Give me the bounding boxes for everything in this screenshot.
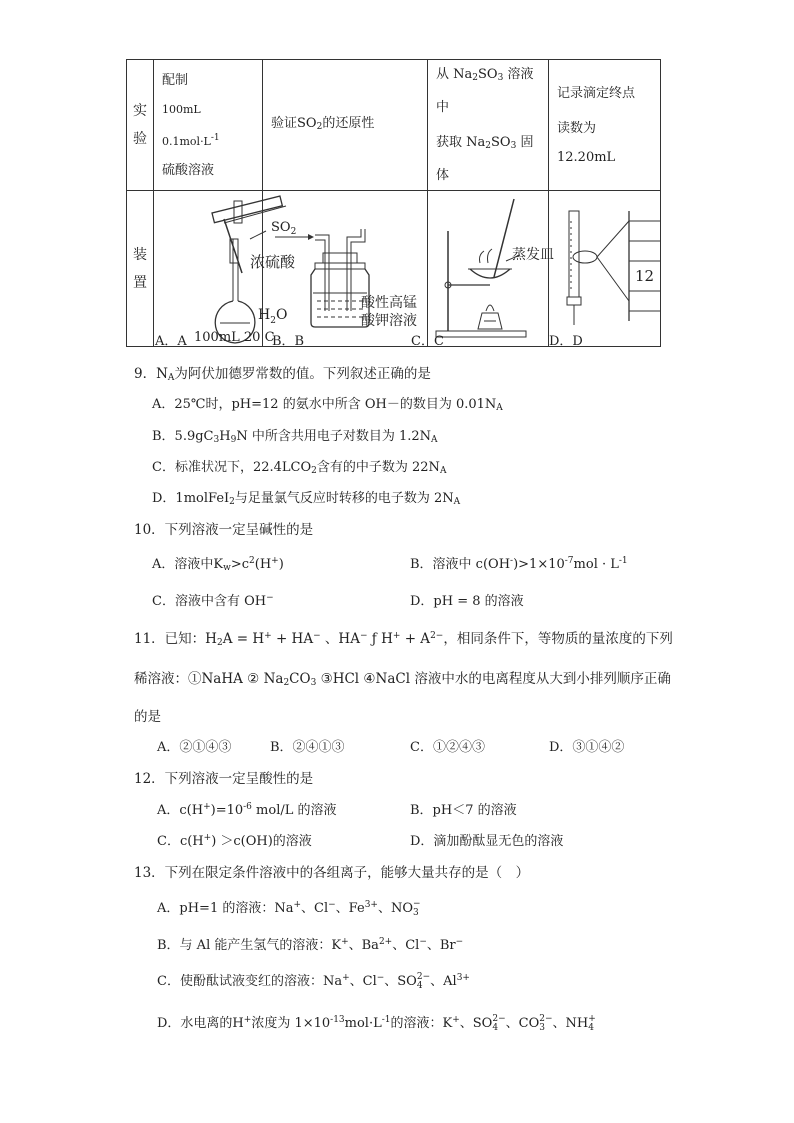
q13-option-b[interactable]: B．与 Al 能产生氢气的溶液：K+、$Ba^{2+}$、Cl−、Br− (157, 937, 464, 953)
q10-option-d[interactable]: D．pH = 8 的溶液 (410, 594, 524, 609)
apparatus-evaporating-dish (428, 191, 554, 347)
q11-option-c[interactable]: C．①②④③ (410, 740, 485, 755)
q9-option-d[interactable]: D．1molFeI$_2$与足量氯气反应时转移的电子数为 $2N_A$ (152, 491, 461, 507)
cell-titration-reading: 记录滴定终点 读数为 12.20mL (549, 60, 661, 191)
q10-option-b[interactable]: B．溶液中 $c(OH^-)>1\times 10^{-7}mol \cdot L^{-1}$ (410, 556, 628, 572)
q9-stem: 9．$N_A$为阿伏加德罗常数的值。下列叙述正确的是 (134, 366, 431, 383)
apparatus-burette (549, 191, 661, 347)
row-head-apparatus: 装置 (127, 191, 154, 347)
q8-option-c[interactable]: C．C (411, 334, 444, 349)
q9-option-c[interactable]: C．标准状况下，$22.4LCO_2$含有的中子数为 $22N_A$ (152, 460, 447, 476)
q13-option-d[interactable]: D．水电离的H+浓度为 $1\times 10^{-13}mol\cdot L^{-1}$的溶液：K+、SO2− 4 、CO2− 3 、NH+ 4 (157, 1013, 596, 1033)
q10-option-c[interactable]: C．溶液中含有 OH− (152, 593, 274, 609)
cell-obtain-na2so3: 从 $Na_2SO_3$ 溶液中 获取 $Na_2SO_3$ 固体 (428, 60, 549, 191)
q13-stem: 13．下列在限定条件溶液中的各组离子，能够大量共存的是（ ） (134, 865, 530, 881)
burette-scale-label: 12 (635, 267, 655, 285)
cell-prepare-acid: 配制 100mL $0.1mol\cdot L^{-1}$ 硫酸溶液 (154, 60, 263, 191)
q10-option-a[interactable]: A．溶液中$K_w>c^2(H^+)$ (152, 556, 284, 573)
q10-stem: 10．下列溶液一定呈碱性的是 (134, 522, 314, 538)
q11-stem-line1: 11．已知：$H_2A = H^+ + HA^-$ 、HA− ƒ $H^+ + A^{2-}$，相同条件下，等物质的量浓度的下列 (134, 631, 673, 648)
so2-label: $SO_2$ (271, 220, 297, 237)
q12-option-a[interactable]: A．$c(H^+)=10^{-6}$ mol/L 的溶液 (157, 802, 337, 818)
cell-verify-so2: 验证$SO_2$的还原性 (263, 60, 428, 191)
permanganate-label-2: 酸钾溶液 (361, 313, 417, 329)
water-label: $H_2O$ (258, 307, 288, 326)
q8-option-a[interactable]: A．A (155, 334, 187, 349)
q11-option-a[interactable]: A．②①④③ (157, 740, 232, 755)
q12-option-c[interactable]: C．c(H+) ＞c(OH)的溶液 (157, 833, 312, 849)
q9-option-a[interactable]: A．25℃时，pH=12 的氨水中所含 OH－的数目为 $0.01N_A$ (152, 397, 503, 413)
q11-option-b[interactable]: B．②④①③ (270, 740, 345, 755)
experiment-table (126, 59, 661, 347)
burette-illustration (549, 191, 660, 346)
q8-option-b[interactable]: B．B (272, 334, 305, 349)
concentrated-acid-label: 浓硫酸 (250, 253, 296, 271)
q11-option-d[interactable]: D．③①④② (549, 740, 625, 755)
q9-option-b[interactable]: B．$5.9gC_3H_9N$ 中所含共用电子对数目为 $1.2N_A$ (152, 429, 438, 445)
permanganate-label-1: 酸性高锰 (361, 295, 417, 311)
evaporating-dish-label: 蒸发皿 (512, 247, 554, 263)
q12-option-b[interactable]: B．pH＜7 的溶液 (410, 803, 517, 818)
row-head-experiment: 实验 (127, 60, 154, 191)
q12-option-d[interactable]: D．滴加酚酞显无色的溶液 (410, 834, 564, 849)
q11-stem-line2: 稀溶液：①NaHA ② $Na_2CO_3$ ③HCl ④NaCl 溶液中水的电离程度从大到小排列顺序正确 (134, 671, 671, 688)
q11-stem-line3: 的是 (134, 709, 161, 725)
q13-option-c[interactable]: C．使酚酞试液变红的溶液：Na+、Cl−、SO2− 4 、$Al^{3+}$ (157, 971, 470, 991)
flask-capacity-label: 100mL 20 C (194, 330, 275, 345)
q13-option-a[interactable]: A．pH=1 的溶液：Na+、Cl−、$Fe^{3+}$、NO− 3 (157, 898, 421, 918)
q12-stem: 12．下列溶液一定呈酸性的是 (134, 771, 314, 787)
evaporation-illustration (428, 191, 554, 346)
q8-option-d[interactable]: D．D (549, 334, 583, 349)
